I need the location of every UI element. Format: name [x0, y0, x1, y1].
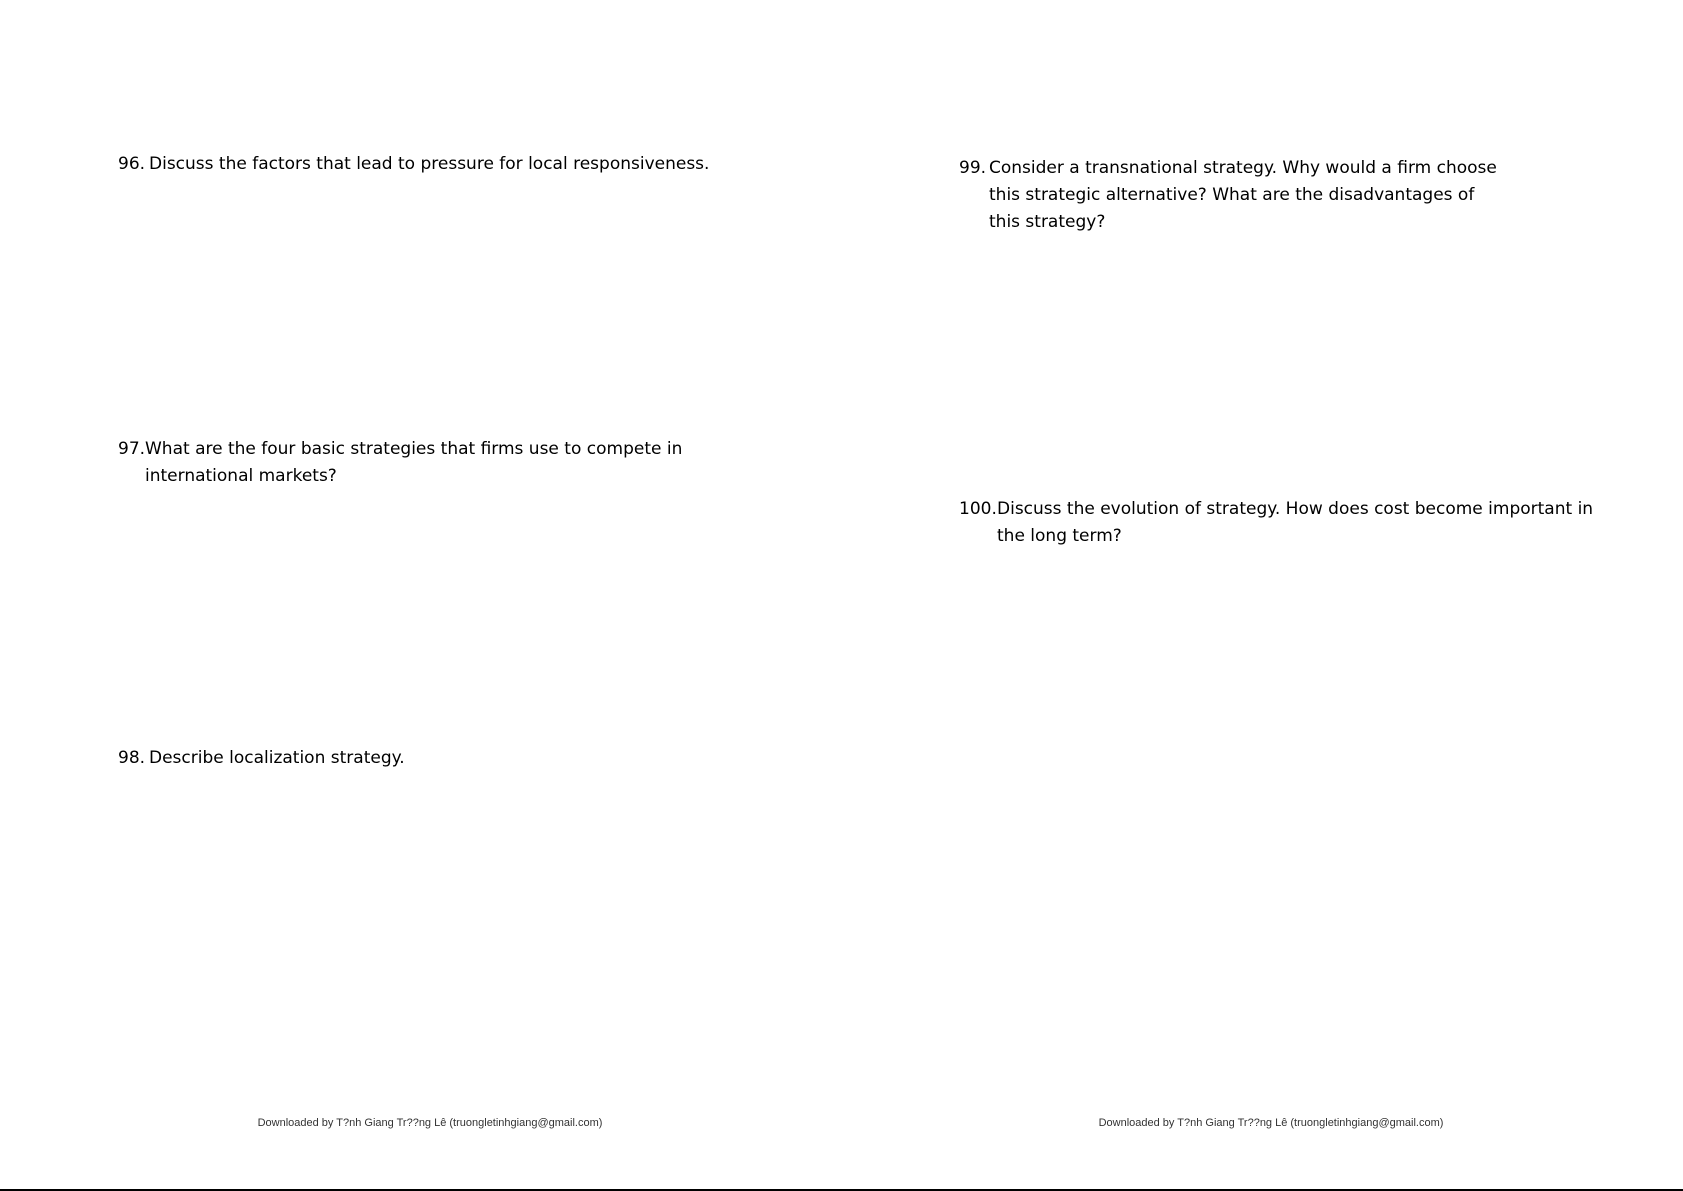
question-97: [118, 436, 685, 490]
question-number: 99.: [959, 158, 987, 178]
download-footer-right: Downloaded by T?nh Giang Tr??ng Lê (truongletinhgiang@gmail.com): [1098, 1117, 1444, 1129]
question-text: Consider a transnational strategy. Why would a firm choose this strategic alternative? What are the disadvantages of this strategy?: [989, 158, 1497, 232]
question-text: What are the four basic strategies that firms use to compete in international markets?: [145, 439, 683, 486]
question-98: [118, 745, 405, 772]
question-100: [959, 496, 1597, 550]
question-99: [959, 155, 1504, 236]
download-footer-left: Downloaded by T?nh Giang Tr??ng Lê (truongletinhgiang@gmail.com): [257, 1117, 603, 1129]
question-number: 98.: [118, 748, 146, 768]
question-number: 100.: [959, 499, 997, 519]
question-text: Describe localization strategy.: [149, 748, 405, 768]
question-text: Discuss the factors that lead to pressure for local responsiveness.: [149, 154, 710, 174]
question-number: 97.: [118, 439, 146, 459]
question-96: [118, 151, 709, 178]
question-number: 96.: [118, 154, 146, 174]
question-text: Discuss the evolution of strategy. How does cost become important in the long term?: [997, 499, 1594, 546]
